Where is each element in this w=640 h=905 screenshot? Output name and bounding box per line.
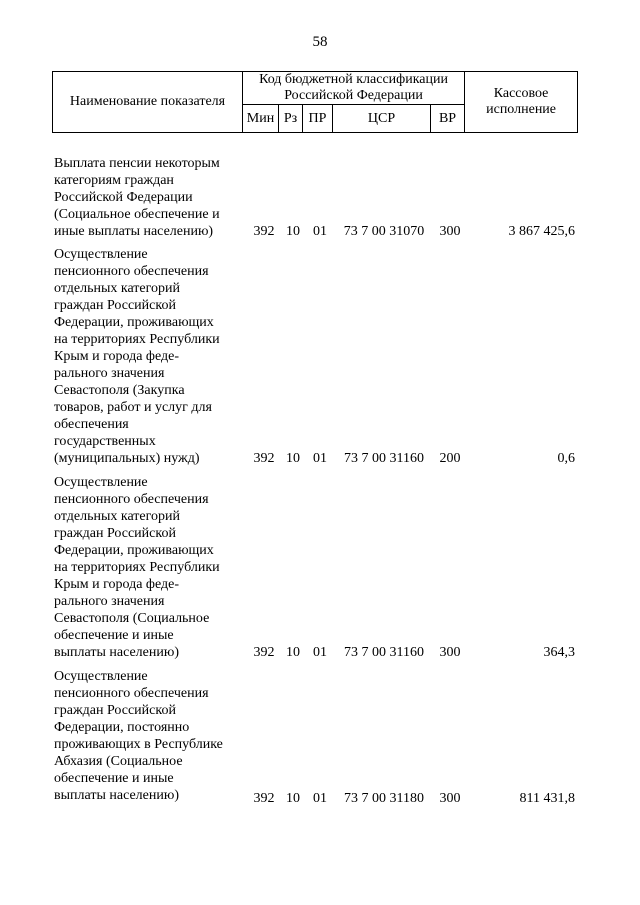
row-name-line: Российской Федерации <box>54 190 193 205</box>
cell-rz: 10 <box>286 791 300 806</box>
cell-vr: 200 <box>439 451 461 466</box>
header-pr: ПР <box>303 105 333 133</box>
row-name-line: отдельных категорий <box>54 509 181 524</box>
cell-csr: 73 7 00 31160 <box>344 451 424 466</box>
cell-amount: 364,3 <box>543 645 575 660</box>
row-name-line: Федерации, проживающих <box>54 315 214 330</box>
header-code-group: Код бюджетной классификации Российской Федерации <box>243 72 465 105</box>
cell-amount: 811 431,8 <box>519 791 575 806</box>
row-name-line: (Социальное обеспечение и <box>54 207 220 222</box>
cell-pr: 01 <box>313 645 327 660</box>
row-name-line: отдельных категорий <box>54 281 181 296</box>
row-name-line: проживающих в Республике <box>54 737 223 752</box>
row-name-line: граждан Российской <box>54 298 176 313</box>
table-header <box>52 71 578 133</box>
row-name-line: на территориях Республики <box>54 560 220 575</box>
row-name-line: государственных <box>54 434 156 449</box>
row-name-line: товаров, работ и услуг для <box>54 400 212 415</box>
row-name-line: выплаты населению) <box>54 788 179 803</box>
row-name-line: рального значения <box>54 594 165 609</box>
row-name-line: Федерации, постоянно <box>54 720 190 735</box>
row-name <box>54 668 244 804</box>
header-amount-column: Кассовое исполнение <box>465 72 578 133</box>
cell-min: 392 <box>253 645 275 660</box>
cell-min: 392 <box>253 791 275 806</box>
cell-rz: 10 <box>286 224 300 239</box>
row-name-line: (муниципальных) нужд) <box>54 451 200 466</box>
cell-amount: 3 867 425,6 <box>508 224 575 239</box>
row-name-line: категориям граждан <box>54 173 174 188</box>
row-name-line: Севастополя (Социальное <box>54 611 210 626</box>
row-name-line: Федерации, проживающих <box>54 543 214 558</box>
header-rz: Рз <box>279 105 303 133</box>
cell-vr: 300 <box>439 791 461 806</box>
row-name <box>54 155 244 240</box>
row-name-line: Осуществление <box>54 475 148 490</box>
row-name-line: граждан Российской <box>54 703 176 718</box>
row-name-line: пенсионного обеспечения <box>54 492 209 507</box>
cell-pr: 01 <box>313 224 327 239</box>
cell-csr: 73 7 00 31180 <box>344 791 424 806</box>
row-name-line: Севастополя (Закупка <box>54 383 185 398</box>
cell-amount: 0,6 <box>557 451 575 466</box>
header-vr: ВР <box>431 105 465 133</box>
row-name-line: на территориях Республики <box>54 332 220 347</box>
header-name-column: Наименование показателя <box>53 72 243 133</box>
row-name-line: обеспечение и иные <box>54 771 174 786</box>
cell-vr: 300 <box>439 645 461 660</box>
cell-min: 392 <box>253 451 275 466</box>
row-name-line: Выплата пенсии некоторым <box>54 156 220 171</box>
header-min: Мин <box>243 105 279 133</box>
cell-vr: 300 <box>439 224 461 239</box>
cell-min: 392 <box>253 224 275 239</box>
row-name-line: иные выплаты населению) <box>54 224 214 239</box>
row-name-line: пенсионного обеспечения <box>54 264 209 279</box>
row-name-line: обеспечение и иные <box>54 628 174 643</box>
row-name-line: Крым и города феде- <box>54 577 180 592</box>
cell-pr: 01 <box>313 451 327 466</box>
row-name-line: выплаты населению) <box>54 645 179 660</box>
row-name-line: обеспечения <box>54 417 129 432</box>
row-name-line: пенсионного обеспечения <box>54 686 209 701</box>
cell-csr: 73 7 00 31160 <box>344 645 424 660</box>
row-name-line: Абхазия (Социальное <box>54 754 183 769</box>
cell-rz: 10 <box>286 451 300 466</box>
header-csr: ЦСР <box>333 105 431 133</box>
cell-csr: 73 7 00 31070 <box>343 224 425 239</box>
cell-rz: 10 <box>286 645 300 660</box>
row-name-line: рального значения <box>54 366 165 381</box>
row-name <box>54 474 244 661</box>
row-name-line: Крым и города феде- <box>54 349 180 364</box>
page-number: 58 <box>312 34 328 50</box>
row-name <box>54 246 244 467</box>
row-name-line: Осуществление <box>54 669 148 684</box>
row-name-line: граждан Российской <box>54 526 176 541</box>
row-name-line: Осуществление <box>54 247 148 262</box>
cell-pr: 01 <box>313 791 327 806</box>
